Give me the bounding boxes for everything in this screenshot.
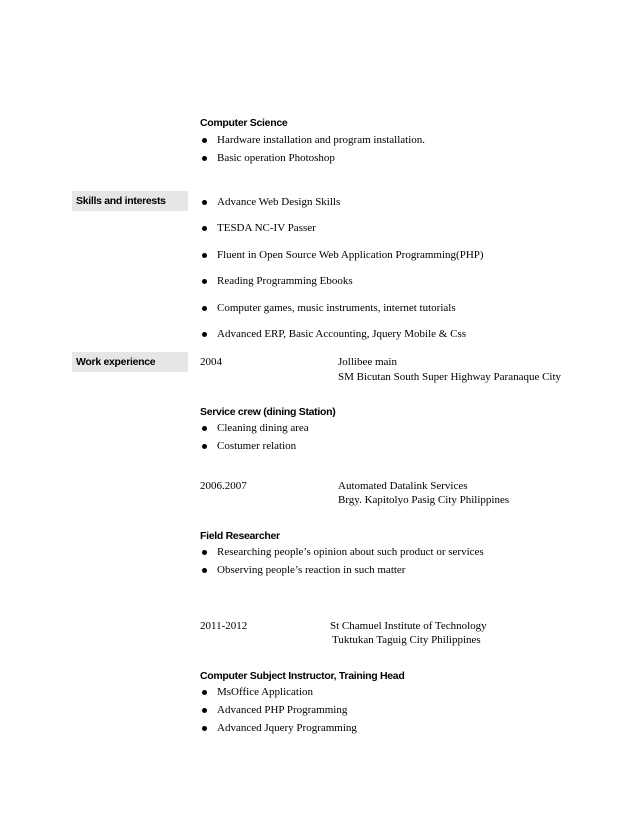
bullet-icon (202, 200, 207, 205)
bullet-icon (202, 568, 207, 573)
list-item-text: Researching people’s opinion about such product or services (217, 546, 484, 558)
bullet-icon (202, 279, 207, 284)
job-address: SM Bicutan South Super Highway Paranaque City (338, 371, 562, 383)
job-role: Service crew (dining Station) (200, 406, 336, 418)
bullet-icon (202, 226, 207, 231)
list-item-text: Observing people’s reaction in such matter (217, 564, 406, 576)
bullet-icon (202, 444, 207, 449)
job-year: 2006.2007 (200, 480, 247, 492)
job-year: 2011-2012 (200, 620, 248, 632)
section-label-text: Skills and interests (76, 195, 166, 207)
job-employer: St Chamuel Institute of Technology (330, 620, 487, 632)
bullet-icon (202, 426, 207, 431)
job-role: Computer Subject Instructor, Training Head (200, 670, 405, 682)
bullet-icon (202, 156, 207, 161)
bullet-icon (202, 306, 207, 311)
list-item-text: Advance Web Design Skills (217, 196, 341, 208)
list-item-text: Fluent in Open Source Web Application Programming(PHP) (217, 249, 484, 261)
job-address: Brgy. Kapitolyo Pasig City Philippines (338, 494, 510, 506)
list-item-text: Basic operation Photoshop (217, 152, 335, 164)
bullet-icon (202, 690, 207, 695)
job-employer: Automated Datalink Services (338, 480, 468, 492)
job-address: Tuktukan Taguig City Philippines (332, 634, 481, 646)
job-employer: Jollibee main (338, 356, 397, 368)
bullet-icon (202, 550, 207, 555)
list-item-text: Advanced Jquery Programming (217, 722, 357, 734)
job-year: 2004 (200, 356, 222, 368)
list-item-text: Cleaning dining area (217, 422, 309, 434)
list-item-text: Advanced ERP, Basic Accounting, Jquery Mobile & Css (217, 328, 467, 340)
list-item-text: MsOffice Application (217, 686, 314, 698)
bullet-icon (202, 708, 207, 713)
job-role: Field Researcher (200, 530, 280, 542)
bullet-icon (202, 726, 207, 731)
list-item-text: Reading Programming Ebooks (217, 275, 353, 287)
list-item-text: Advanced PHP Programming (217, 704, 348, 716)
section-label-skills (72, 191, 188, 211)
list-item-text: Computer games, music instruments, internet tutorials (217, 302, 456, 314)
section-label-text: Work experience (76, 356, 156, 368)
list-item-text: Costumer relation (217, 440, 297, 452)
bullet-icon (202, 332, 207, 337)
course-title: Computer Science (200, 117, 288, 129)
list-item-text: Hardware installation and program installation. (217, 134, 426, 146)
list-item-text: TESDA NC-IV Passer (217, 222, 316, 234)
bullet-icon (202, 253, 207, 258)
section-label-work (72, 352, 188, 372)
bullet-icon (202, 138, 207, 143)
